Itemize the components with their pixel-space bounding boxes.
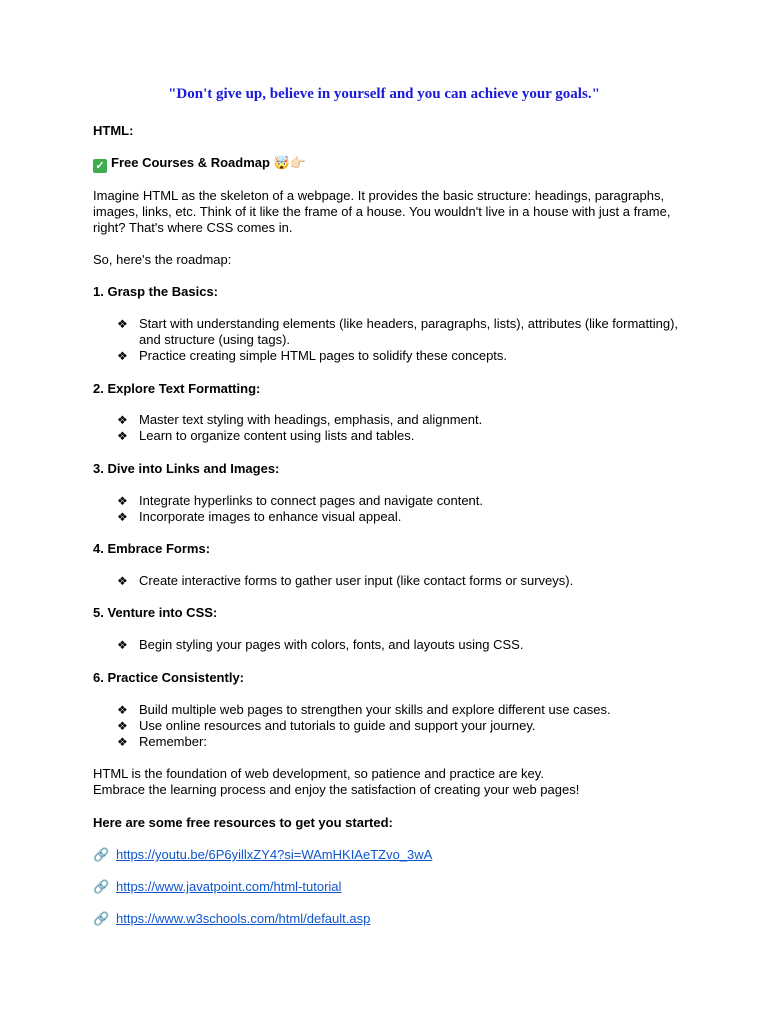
section-title: 2. Explore Text Formatting: [93, 381, 261, 396]
bullet-icon: ❖ [117, 719, 128, 733]
bullet-text: Build multiple web pages to strengthen your skills and explore different use cases. [139, 702, 611, 717]
bullet-icon: ❖ [117, 317, 128, 331]
bullet-text: Incorporate images to enhance visual appeal. [139, 509, 402, 524]
bullet-text: Integrate hyperlinks to connect pages and navigate content. [139, 493, 484, 508]
link-icon: 🔗 [93, 879, 110, 894]
bullet-icon: ❖ [117, 703, 128, 717]
intro-line: right? That's where CSS comes in. [93, 220, 293, 235]
checkmark-icon: ✓ [93, 159, 107, 173]
intro-line: images, links, etc. Think of it like the frame of a house. You wouldn't live in a house with just a frame, [93, 204, 671, 219]
subheading [93, 155, 306, 173]
bullet-icon: ❖ [117, 429, 128, 443]
bullet-text: Master text styling with headings, emphasis, and alignment. [139, 412, 483, 427]
closing-line: HTML is the foundation of web development, so patience and practice are key. [93, 766, 544, 781]
resource-link-javatpoint[interactable]: https://www.javatpoint.com/html-tutorial [116, 879, 342, 894]
bullet-icon: ❖ [117, 494, 128, 508]
bullet-text: and structure (using tags). [139, 332, 291, 347]
section-title: 3. Dive into Links and Images: [93, 461, 280, 476]
closing-line: Embrace the learning process and enjoy the satisfaction of creating your web pages! [93, 782, 580, 797]
section-title: 5. Venture into CSS: [93, 605, 218, 620]
link-icon: 🔗 [93, 847, 110, 862]
bullet-icon: ❖ [117, 638, 128, 652]
bullet-text: Remember: [139, 734, 207, 749]
bullet-icon: ❖ [117, 349, 128, 363]
bullet-text: Create interactive forms to gather user input (like contact forms or surveys). [139, 573, 574, 588]
resource-link-youtube[interactable]: https://youtu.be/6P6yillxZY4?si=WAmHKIAeTZvo_3wA [116, 847, 433, 862]
intro-line: Imagine HTML as the skeleton of a webpage. It provides the basic structure: headings, paragraphs, [93, 188, 665, 203]
bullet-text: Learn to organize content using lists and tables. [139, 428, 415, 443]
roadmap-intro: So, here's the roadmap: [93, 252, 232, 267]
section-title: 6. Practice Consistently: [93, 670, 244, 685]
section-title: 1. Grasp the Basics: [93, 284, 218, 299]
subheading-text: Free Courses & Roadmap [111, 155, 270, 170]
section-heading: HTML: [93, 123, 134, 138]
bullet-text: Practice creating simple HTML pages to solidify these concepts. [139, 348, 508, 363]
motivational-quote: "Don't give up, believe in yourself and you can achieve your goals." [168, 86, 600, 102]
bullet-icon: ❖ [117, 510, 128, 524]
emoji-icons: 🤯👉🏻 [273, 155, 306, 170]
bullet-text: Begin styling your pages with colors, fonts, and layouts using CSS. [139, 637, 524, 652]
bullet-icon: ❖ [117, 735, 128, 749]
resource-link-w3schools[interactable]: https://www.w3schools.com/html/default.asp [116, 911, 371, 926]
link-icon: 🔗 [93, 911, 110, 926]
section-title: 4. Embrace Forms: [93, 541, 211, 556]
bullet-icon: ❖ [117, 574, 128, 588]
bullet-text: Use online resources and tutorials to guide and support your journey. [139, 718, 536, 733]
bullet-text: Start with understanding elements (like headers, paragraphs, lists), attributes (like formatting), [139, 316, 679, 331]
bullet-icon: ❖ [117, 413, 128, 427]
resources-heading: Here are some free resources to get you started: [93, 815, 393, 830]
